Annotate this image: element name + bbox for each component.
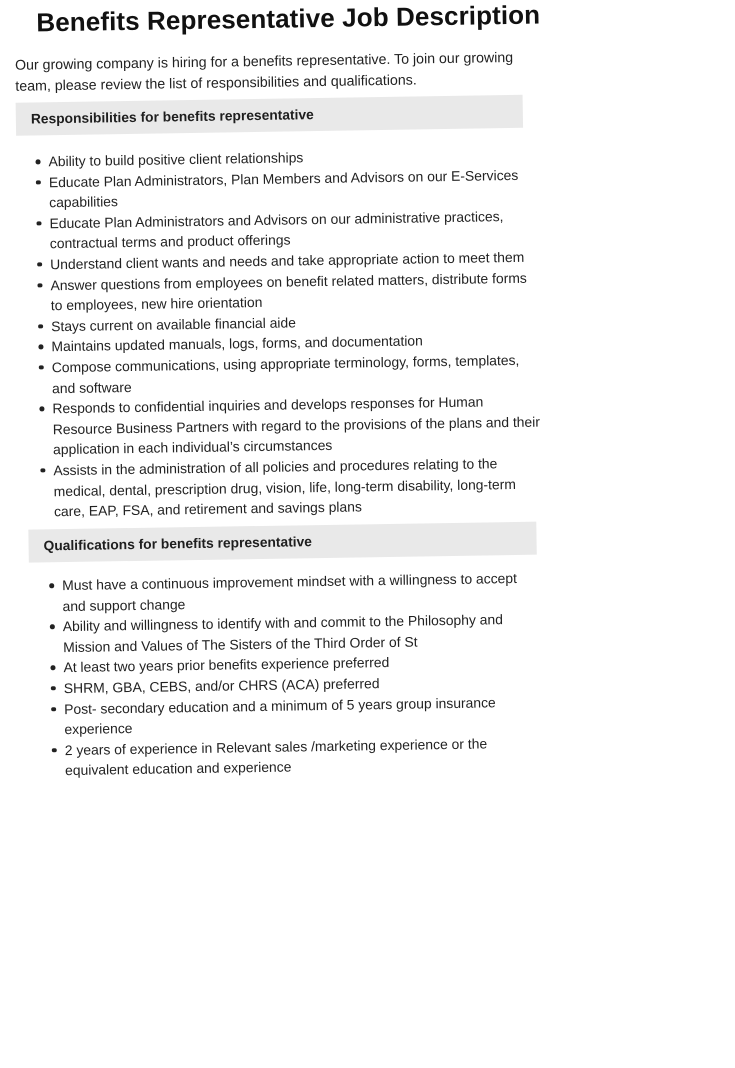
list-item: Ability and willingness to identify with and commit to the Philosophy and Mission and Values of The Sisters of the Third Order of St bbox=[63, 609, 534, 658]
list-item: Responds to confidential inquiries and develops responses for Human Resource Business Partners with regard to the provisions of the plans and their application in each individual’s circumstances bbox=[52, 391, 543, 460]
list-item: At least two years prior benefits experience preferred bbox=[63, 650, 533, 678]
list-item: Educate Plan Administrators, Plan Members and Advisors on our E-Services capabilities bbox=[49, 164, 540, 213]
responsibilities-heading: Responsibilities for benefits representative bbox=[30, 107, 314, 127]
list-item: Post- secondary education and a minimum of 5 years group insurance experience bbox=[64, 691, 535, 740]
list-item: 2 years of experience in Relevant sales /marketing experience or the equivalent education and experience bbox=[65, 732, 536, 781]
responsibilities-header bbox=[16, 95, 523, 136]
qualifications-header bbox=[28, 522, 536, 563]
responsibilities-list bbox=[32, 144, 544, 523]
list-item: Stays current on available financial aide bbox=[51, 308, 541, 336]
list-item: Answer questions from employees on benefit related matters, distribute forms to employees, new hire orientation bbox=[50, 267, 541, 316]
list-item: Assists in the administration of all policies and procedures relating to the medical, dental, prescription drug, vision, life, long-term disability, long-term care, EAP, FSA, and retirement and savings plans bbox=[53, 452, 544, 521]
list-item: Educate Plan Administrators and Advisors on our administrative practices, contractual terms and product offerings bbox=[49, 205, 540, 254]
list-item: SHRM, GBA, CEBS, and/or CHRS (ACA) preferred bbox=[64, 671, 534, 699]
qualifications-heading: Qualifications for benefits representative bbox=[43, 534, 313, 554]
page-title: Benefits Representative Job Description bbox=[36, 0, 541, 38]
list-item: Maintains updated manuals, logs, forms, and documentation bbox=[51, 329, 541, 357]
list-item: Ability to build positive client relationships bbox=[48, 144, 538, 172]
list-item: Must have a continuous improvement mindset with a willingness to accept and support change bbox=[62, 568, 533, 617]
qualifications-list bbox=[46, 568, 535, 782]
list-item: Compose communications, using appropriate terminology, forms, templates, and software bbox=[52, 349, 543, 398]
intro-paragraph: Our growing company is hiring for a benefits representative. To join our growing team, please review the list of responsibilities and qualifications. bbox=[14, 49, 514, 95]
list-item: Understand client wants and needs and take appropriate action to meet them bbox=[50, 247, 540, 275]
